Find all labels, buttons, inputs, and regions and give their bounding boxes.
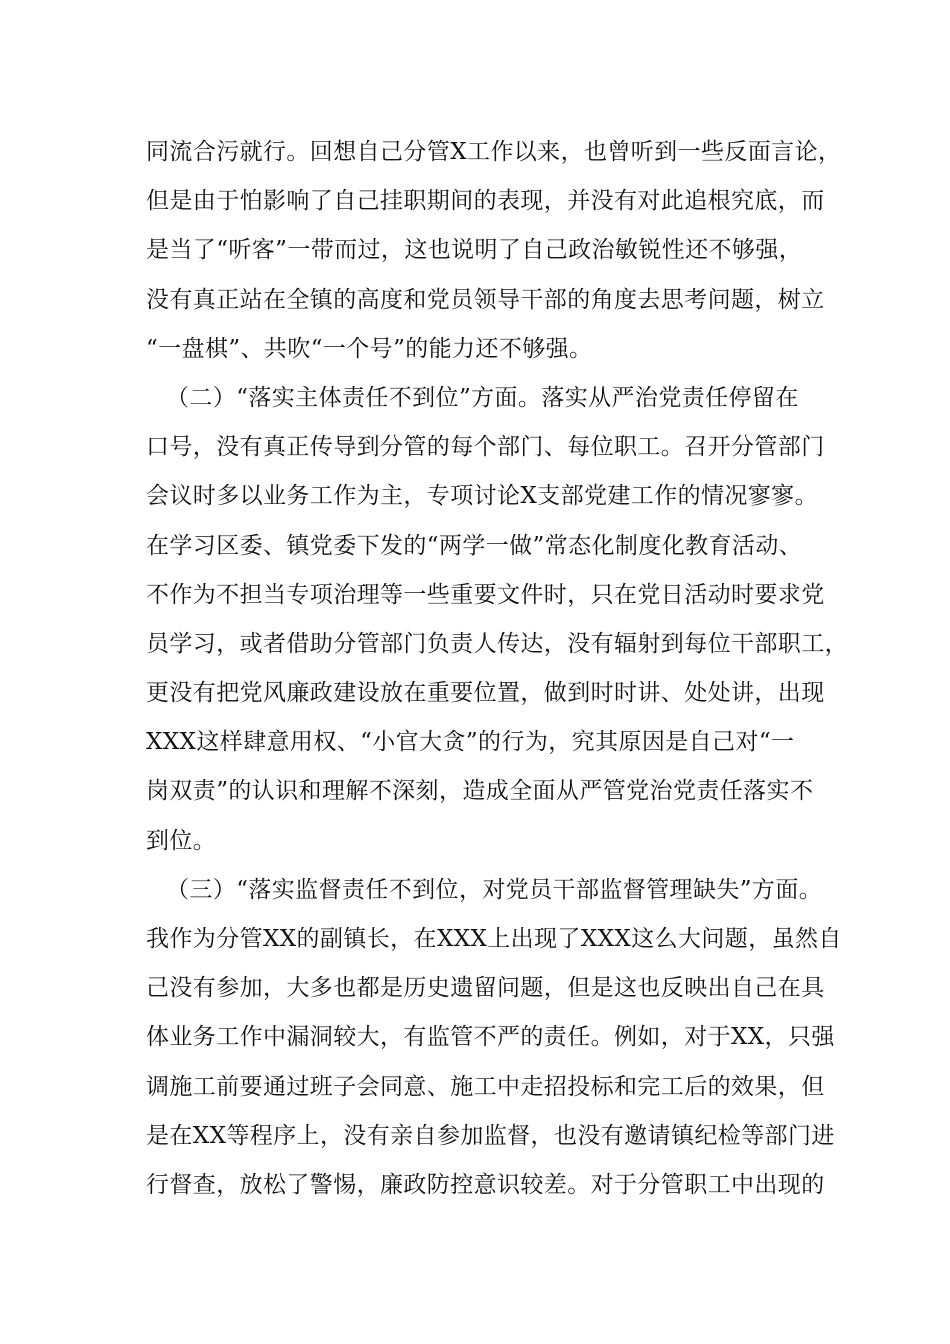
text-line: 口号，没有真正传导到分管的每个部门、每位职工。召开分管部门 [146,434,825,461]
text-line: “一盘棋”、共吹“一个号”的能力还不够强。 [146,335,593,362]
text-line: 己没有参加，大多也都是历史遗留问题，但是这也反映出自己在具 [146,975,825,1002]
text-line: 调施工前要通过班子会同意、施工中走招投标和完工后的效果，但 [146,1073,825,1100]
text-line: 没有真正站在全镇的高度和党员领导干部的角度去思考问题，树立 [146,286,825,313]
text-line: 岗双责”的认识和理解不深刻，造成全面从严管党治党责任落实不 [146,778,814,805]
text-line: 更没有把党风廉政建设放在重要位置，做到时时讲、处处讲，出现 [146,680,825,707]
text-line: 在学习区委、镇党委下发的“两学一做”常态化制度化教育活动、 [146,532,803,559]
text-line: 员学习，或者借助分管部门负责人传达，没有辐射到每位干部职工， [146,630,848,657]
text-line: 我作为分管XX的副镇长，在XXX上出现了XXX这么大问题，虽然自 [146,926,842,952]
text-line: 是在XX等程序上，没有亲自参加监督，也没有邀请镇纪检等部门进 [146,1122,835,1149]
section-heading-line: （三）“落实监督责任不到位，对党员干部监督管理缺失”方面。 [166,876,823,903]
text-line: XXX这样肆意用权、“小官大贪”的行为，究其原因是自己对“一 [146,729,795,756]
section-heading-line: （二）“落实主体责任不到位”方面。落实从严治党责任停留在 [166,384,799,411]
text-line: 是当了“听客”一带而过，这也说明了自己政治敏锐性还不够强， [146,237,803,264]
text-line: 行督查，放松了警惕，廉政防控意识较差。对于分管职工中出现的 [146,1171,825,1198]
body-text [146,128,848,1210]
text-line: 会议时多以业务工作为主，专项讨论X支部党建工作的情况寥寥。 [146,483,818,510]
text-line: 体业务工作中漏洞较大，有监管不严的责任。例如，对于XX，只强 [146,1024,835,1051]
text-line: 同流合污就行。回想自己分管X工作以来，也曾听到一些反面言论， [146,139,842,165]
text-line: 不作为不担当专项治理等一些重要文件时，只在党日活动时要求党 [146,581,825,608]
text-line: 但是由于怕影响了自己挂职期间的表现，并没有对此追根究底，而 [146,188,825,215]
text-line: 到位。 [146,827,217,854]
